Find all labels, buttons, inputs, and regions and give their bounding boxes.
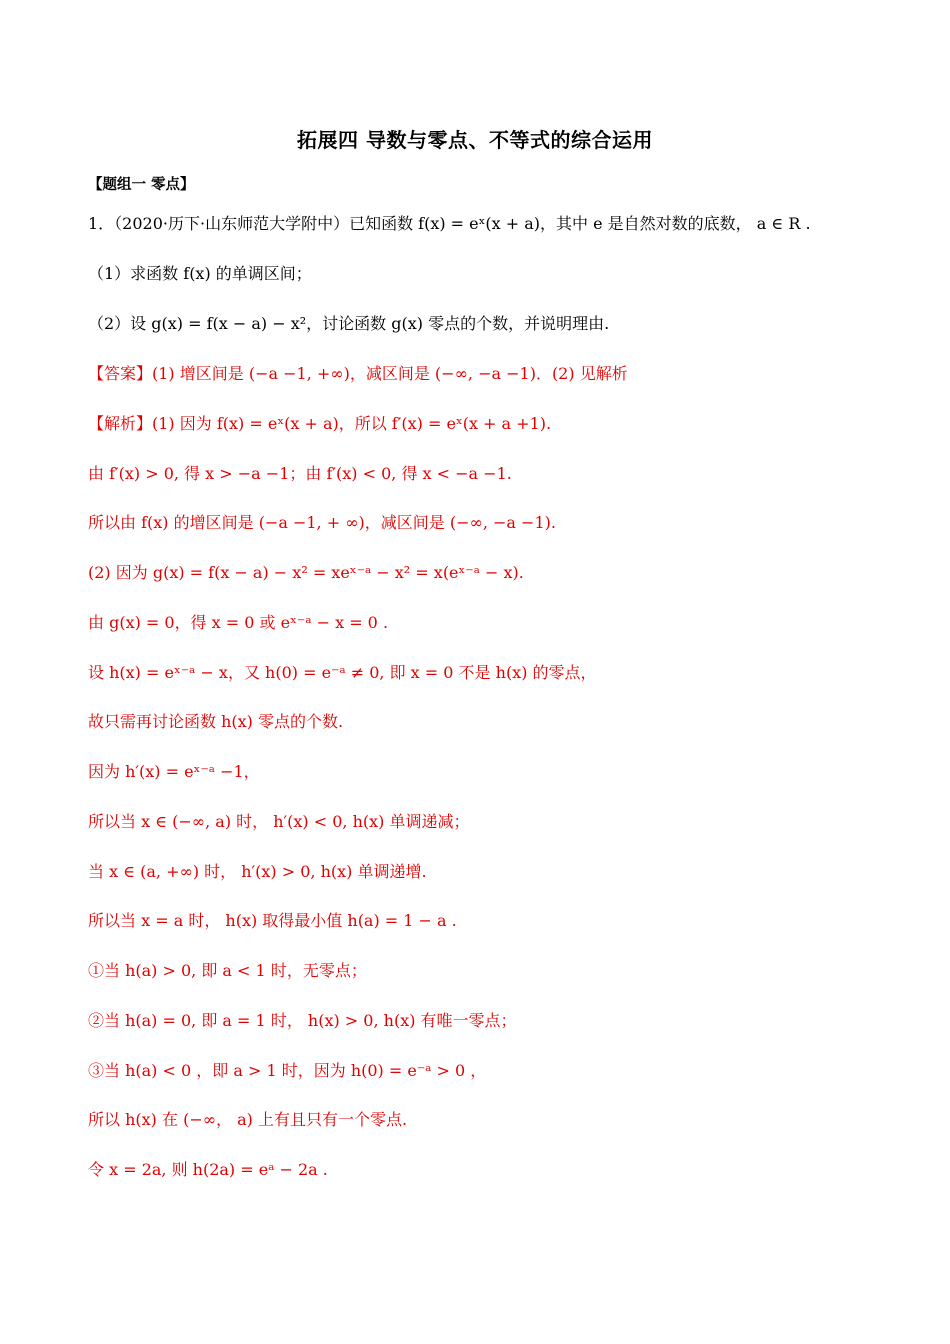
solution-line: 令 x = 2a, 则 h(2a) = eᵃ − 2a . — [88, 1160, 328, 1179]
solution-line: 由 f′(x) > 0, 得 x > −a −1；由 f′(x) < 0, 得 x < −a −1. — [88, 464, 512, 483]
problem-part-2: （2）设 g(x) = f(x − a) − x²，讨论函数 g(x) 零点的个数，并说明理由. — [88, 314, 610, 333]
solution-line: 故只需再讨论函数 h(x) 零点的个数. — [88, 712, 344, 731]
solution-line: 【解析】(1) 因为 f(x) = eˣ(x + a)，所以 f′(x) = eˣ(x + a +1). — [88, 414, 552, 433]
solution-line: ③当 h(a) < 0 ，即 a > 1 时，因为 h(0) = e⁻ᵃ > 0 ， — [88, 1061, 487, 1080]
solution-line: (2) 因为 g(x) = f(x − a) − x² = xeˣ⁻ᵃ − x² = x(eˣ⁻ᵃ − x). — [88, 563, 524, 582]
solution-line: 设 h(x) = eˣ⁻ᵃ − x，又 h(0) = e⁻ᵃ ≠ 0, 即 x = 0 不是 h(x) 的零点， — [88, 663, 597, 682]
page-title: 拓展四 导数与零点、不等式的综合运用 — [297, 128, 653, 152]
solution-line: ①当 h(a) > 0, 即 a < 1 时，无零点； — [88, 961, 367, 980]
solution-line: 当 x ∈ (a, +∞) 时， h′(x) > 0, h(x) 单调递增. — [88, 862, 427, 881]
answer-line: 【答案】(1) 增区间是 (−a −1, +∞)，减区间是 (−∞, −a −1)．(2) 见解析 — [88, 364, 628, 383]
problem-part-1: （1）求函数 f(x) 的单调区间； — [88, 264, 312, 283]
solution-line: ②当 h(a) = 0, 即 a = 1 时， h(x) > 0, h(x) 有唯一零点； — [88, 1011, 517, 1030]
problem-statement: 1．（2020·历下·山东师范大学附中）已知函数 f(x) = eˣ(x + a)，其中 e 是自然对数的底数， a ∈ R . — [88, 214, 811, 233]
group-heading: 【题组一 零点】 — [88, 177, 195, 193]
solution-line: 所以当 x ∈ (−∞, a) 时， h′(x) < 0, h(x) 单调递减； — [88, 812, 470, 831]
solution-line: 所以 h(x) 在 (−∞， a) 上有且只有一个零点. — [88, 1110, 408, 1129]
solution-line: 所以由 f(x) 的增区间是 (−a −1, + ∞)，减区间是 (−∞, −a −1). — [88, 513, 556, 532]
solution-line: 因为 h′(x) = eˣ⁻ᵃ −1， — [88, 762, 260, 781]
solution-line: 所以当 x = a 时， h(x) 取得最小值 h(a) = 1 − a . — [88, 911, 457, 930]
solution-line: 由 g(x) = 0，得 x = 0 或 eˣ⁻ᵃ − x = 0 . — [88, 613, 389, 632]
